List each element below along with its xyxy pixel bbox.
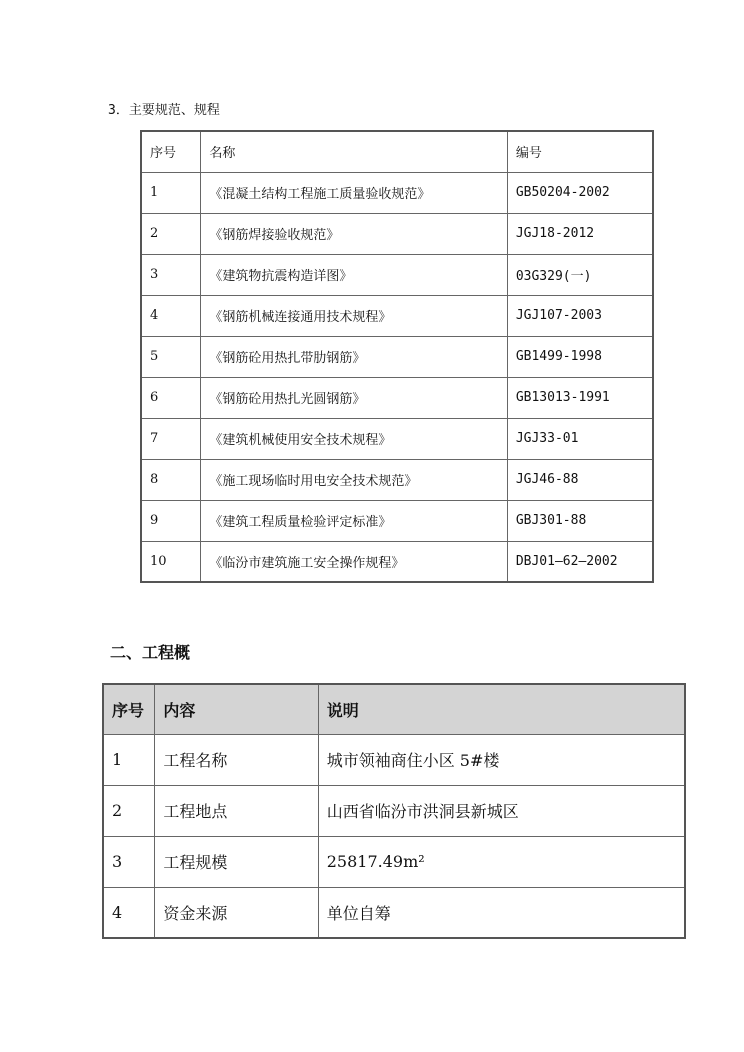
table-cell: 1: [141, 172, 201, 213]
table-cell: JGJ107-2003: [507, 295, 653, 336]
table-cell: 4: [141, 295, 201, 336]
table-cell: GB1499-1998: [507, 336, 653, 377]
table-cell: 《临汾市建筑施工安全操作规程》: [201, 541, 508, 582]
table-cell: JGJ18-2012: [507, 213, 653, 254]
header-content: 内容: [155, 684, 318, 734]
table-header-row: [141, 131, 653, 172]
table-row: [141, 459, 653, 500]
header-name: 名称: [201, 131, 508, 172]
table-cell: 25817.49m²: [318, 836, 685, 887]
table-cell: 《钢筋焊接验收规范》: [201, 213, 508, 254]
header-description: 说明: [318, 684, 685, 734]
table-cell: 《建筑机械使用安全技术规程》: [201, 418, 508, 459]
overview-table: [102, 683, 686, 939]
table-cell: 山西省临汾市洪洞县新城区: [318, 785, 685, 836]
header-index: 序号: [103, 684, 155, 734]
table-row: [141, 377, 653, 418]
table-cell: 单位自筹: [318, 887, 685, 938]
table-row: [141, 295, 653, 336]
table-cell: 2: [141, 213, 201, 254]
table-cell: 3: [141, 254, 201, 295]
table-cell: 8: [141, 459, 201, 500]
table-cell: 《混凝土结构工程施工质量验收规范》: [201, 172, 508, 213]
table-cell: 6: [141, 377, 201, 418]
table-row: [103, 836, 685, 887]
table-cell: 7: [141, 418, 201, 459]
table-cell: 10: [141, 541, 201, 582]
table-header-row: [103, 684, 685, 734]
table-cell: 2: [103, 785, 155, 836]
table-row: [103, 887, 685, 938]
table-row: [141, 500, 653, 541]
table-cell: 城市领袖商住小区 5#楼: [318, 734, 685, 785]
table-cell: JGJ46-88: [507, 459, 653, 500]
table-row: [141, 418, 653, 459]
table-cell: GBJ301-88: [507, 500, 653, 541]
table-cell: 工程名称: [155, 734, 318, 785]
table-cell: 5: [141, 336, 201, 377]
table-cell: GB13013-1991: [507, 377, 653, 418]
header-index: 序号: [141, 131, 201, 172]
table-cell: 03G329(一): [507, 254, 653, 295]
standards-table: [140, 130, 654, 583]
table-cell: 《建筑物抗震构造详图》: [201, 254, 508, 295]
table-cell: 《钢筋砼用热扎带肋钢筋》: [201, 336, 508, 377]
table-cell: 《钢筋砼用热扎光圆钢筋》: [201, 377, 508, 418]
table-cell: JGJ33-01: [507, 418, 653, 459]
table-row: [141, 254, 653, 295]
section-heading-overview: 二、工程概: [110, 643, 191, 662]
table-cell: DBJ01—62—2002: [507, 541, 653, 582]
table-row: [141, 336, 653, 377]
table-row: [141, 172, 653, 213]
table-cell: GB50204-2002: [507, 172, 653, 213]
table-cell: 《建筑工程质量检验评定标准》: [201, 500, 508, 541]
table-cell: 4: [103, 887, 155, 938]
section-heading-standards: 3．主要规范、规程: [108, 103, 220, 118]
table-cell: 工程规模: [155, 836, 318, 887]
table-cell: 《钢筋机械连接通用技术规程》: [201, 295, 508, 336]
table-row: [141, 213, 653, 254]
table-cell: 工程地点: [155, 785, 318, 836]
table-cell: 9: [141, 500, 201, 541]
table-row: [103, 785, 685, 836]
table-row: [141, 541, 653, 582]
table-cell: 资金来源: [155, 887, 318, 938]
table-row: [103, 734, 685, 785]
table-cell: 3: [103, 836, 155, 887]
table-cell: 《施工现场临时用电安全技术规范》: [201, 459, 508, 500]
table-cell: 1: [103, 734, 155, 785]
header-code: 编号: [507, 131, 653, 172]
